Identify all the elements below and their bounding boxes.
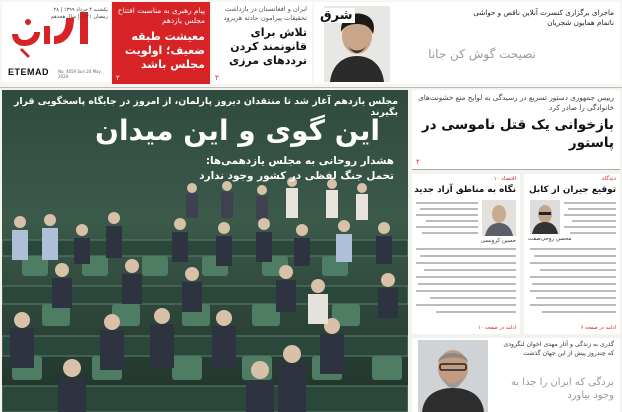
english-name: ETEMAD <box>8 67 49 77</box>
bottom-story[interactable] <box>412 338 620 412</box>
teaser-interview-kicker: ماجرای برگزاری کنسرت آنلاین ناقص و حواشی ناتمام همایون شجریان <box>473 8 614 27</box>
column-opinion-body <box>564 202 616 242</box>
teaser-white[interactable] <box>212 2 312 84</box>
column-economy[interactable] <box>412 174 520 334</box>
bottom-story-headline: بردگی که ایران را جدا به وجود بیاورد <box>510 377 614 401</box>
main-kicker: مجلس یازدهم آغاز شد تا منتقدان دیروز پارلمان، از امروز در جایگاه پاسخگویی قرار بگیرند <box>13 96 398 118</box>
date-line: یکشنبه ۴ خرداد ۱۳۹۹ | ۲۸ رمضان ۱۴۴۱ | سال هجدهم <box>50 7 108 20</box>
column-opinion-title: توقیع جیران از کابل <box>529 185 616 195</box>
english-meta: No. 4659 Sun 24 May 2020 <box>58 69 101 79</box>
column-economy-section: اقتصاد ۱۰ <box>493 176 516 182</box>
teaser-white-headline: تلاش برای قانونمند کردن ترددهای مرزی <box>229 26 307 67</box>
main-story[interactable] <box>2 90 408 210</box>
column-economy-title: نگاه به مناطق آزاد جدید <box>414 185 516 195</box>
right-column <box>412 90 620 412</box>
column-opinion-section: دیدگاه <box>601 176 616 182</box>
bottom-story-kicker: گذری به زندگی و آثار مهدی اخوان لنگرودی که چندروز پیش از این جهان گذشت <box>503 341 614 357</box>
right-top-kicker: رییس جمهوری دستور تسریع در رسیدگی به لوایح منع خشونت‌های خانوادگی را صادر کرد <box>418 93 614 112</box>
column-economy-body-2 <box>416 248 516 322</box>
masthead <box>2 2 110 82</box>
teaser-interview-headline: نصیحت گوش کن جانا <box>428 47 536 61</box>
teaser-white-page-marker: ۳ <box>215 74 219 82</box>
column-economy-body <box>416 202 478 242</box>
teaser-red-kicker: پیام رهبری به مناسبت افتتاح مجلس یازدهم <box>117 6 205 25</box>
column-opinion-more[interactable]: ادامه در صفحه ۶ <box>580 325 616 331</box>
right-top-headline: بازخوانی یک قتل ناموسی در پاستور <box>421 117 614 151</box>
column-opinion-author: محسن روحی‌صفت <box>528 236 572 242</box>
main-headline: این گوی و این میدان <box>95 114 380 147</box>
teaser-white-kicker: ایران و افغانستان در بازداشت تحقیقات پیرامون حادثه هریرود <box>223 5 307 22</box>
author-photo <box>530 200 560 234</box>
right-top-page-marker: ۲ <box>416 158 420 166</box>
teaser-red-page-marker: ۲ <box>116 74 120 82</box>
teaser-interview[interactable] <box>314 2 620 84</box>
portrait-photo <box>418 340 488 412</box>
partner-logo: شرق <box>320 8 353 23</box>
column-economy-author: حسین کرونسی <box>480 238 516 244</box>
author-photo <box>482 200 516 236</box>
column-opinion-body-2 <box>530 248 616 322</box>
right-top-story[interactable] <box>412 90 620 170</box>
column-opinion[interactable] <box>524 174 620 334</box>
teaser-red-headline: معیشت طبقه ضعیف؛ اولویت مجلس باشد <box>124 30 205 71</box>
main-subheadline-line-2: تحمل جنگ لفظی در کشور وجود ندارد <box>199 170 394 182</box>
column-economy-more[interactable]: ادامه در صفحه ۱۰ <box>478 325 516 331</box>
main-subheadline <box>199 154 394 184</box>
teaser-red[interactable] <box>112 2 210 84</box>
main-subheadline-line-1: هشدار روحانی به مجلس یازدهمی‌ها: <box>205 155 394 167</box>
